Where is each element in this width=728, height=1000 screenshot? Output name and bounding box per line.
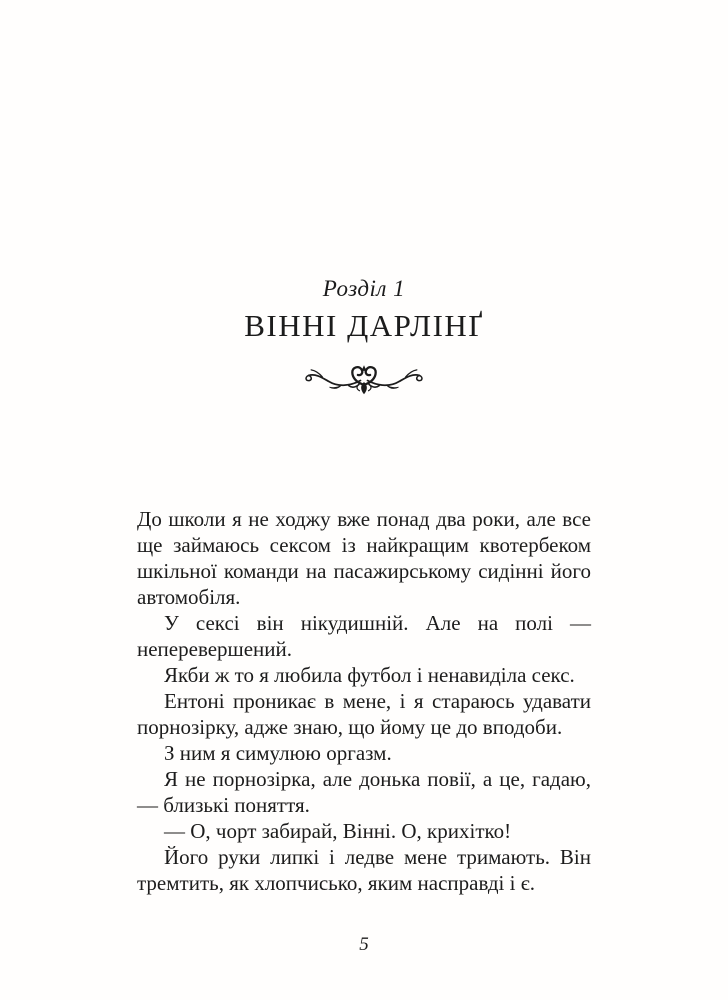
body-text [137,506,591,896]
paragraph: Якби ж то я любила футбол і ненавиділа секс. [164,663,575,687]
paragraph: У сексі він нікудишній. Але на полі — неперевершений. [137,611,591,661]
paragraph: З ним я симулюю оргазм. [164,741,392,765]
floral-flourish-icon [300,361,428,397]
paragraph: До школи я не ходжу вже понад два роки, але все ще займаюсь сексом із найкращим квотербеком шкільної команди на пасажирському сидінні його автомобіля. [137,507,591,609]
paragraph: Я не порнозірка, але донька повії, а це, гадаю, — близькі поняття. [137,767,591,817]
chapter-title: ВІННІ ДАРЛІНҐ [244,308,484,343]
paragraph: Його руки липкі і ледве мене тримають. Він тремтить, як хлопчисько, яким насправді і є. [137,845,591,895]
paragraph: Ентоні проникає в мене, і я стараюсь удавати порнозірку, адже знаю, що йому це до вподоби. [137,689,591,739]
chapter-label: Розділ 1 [322,276,406,301]
ornament-container [0,361,728,402]
paragraph: — О, чорт забирай, Вінні. О, крихітко! [164,819,512,843]
page-number: 5 [359,934,369,955]
